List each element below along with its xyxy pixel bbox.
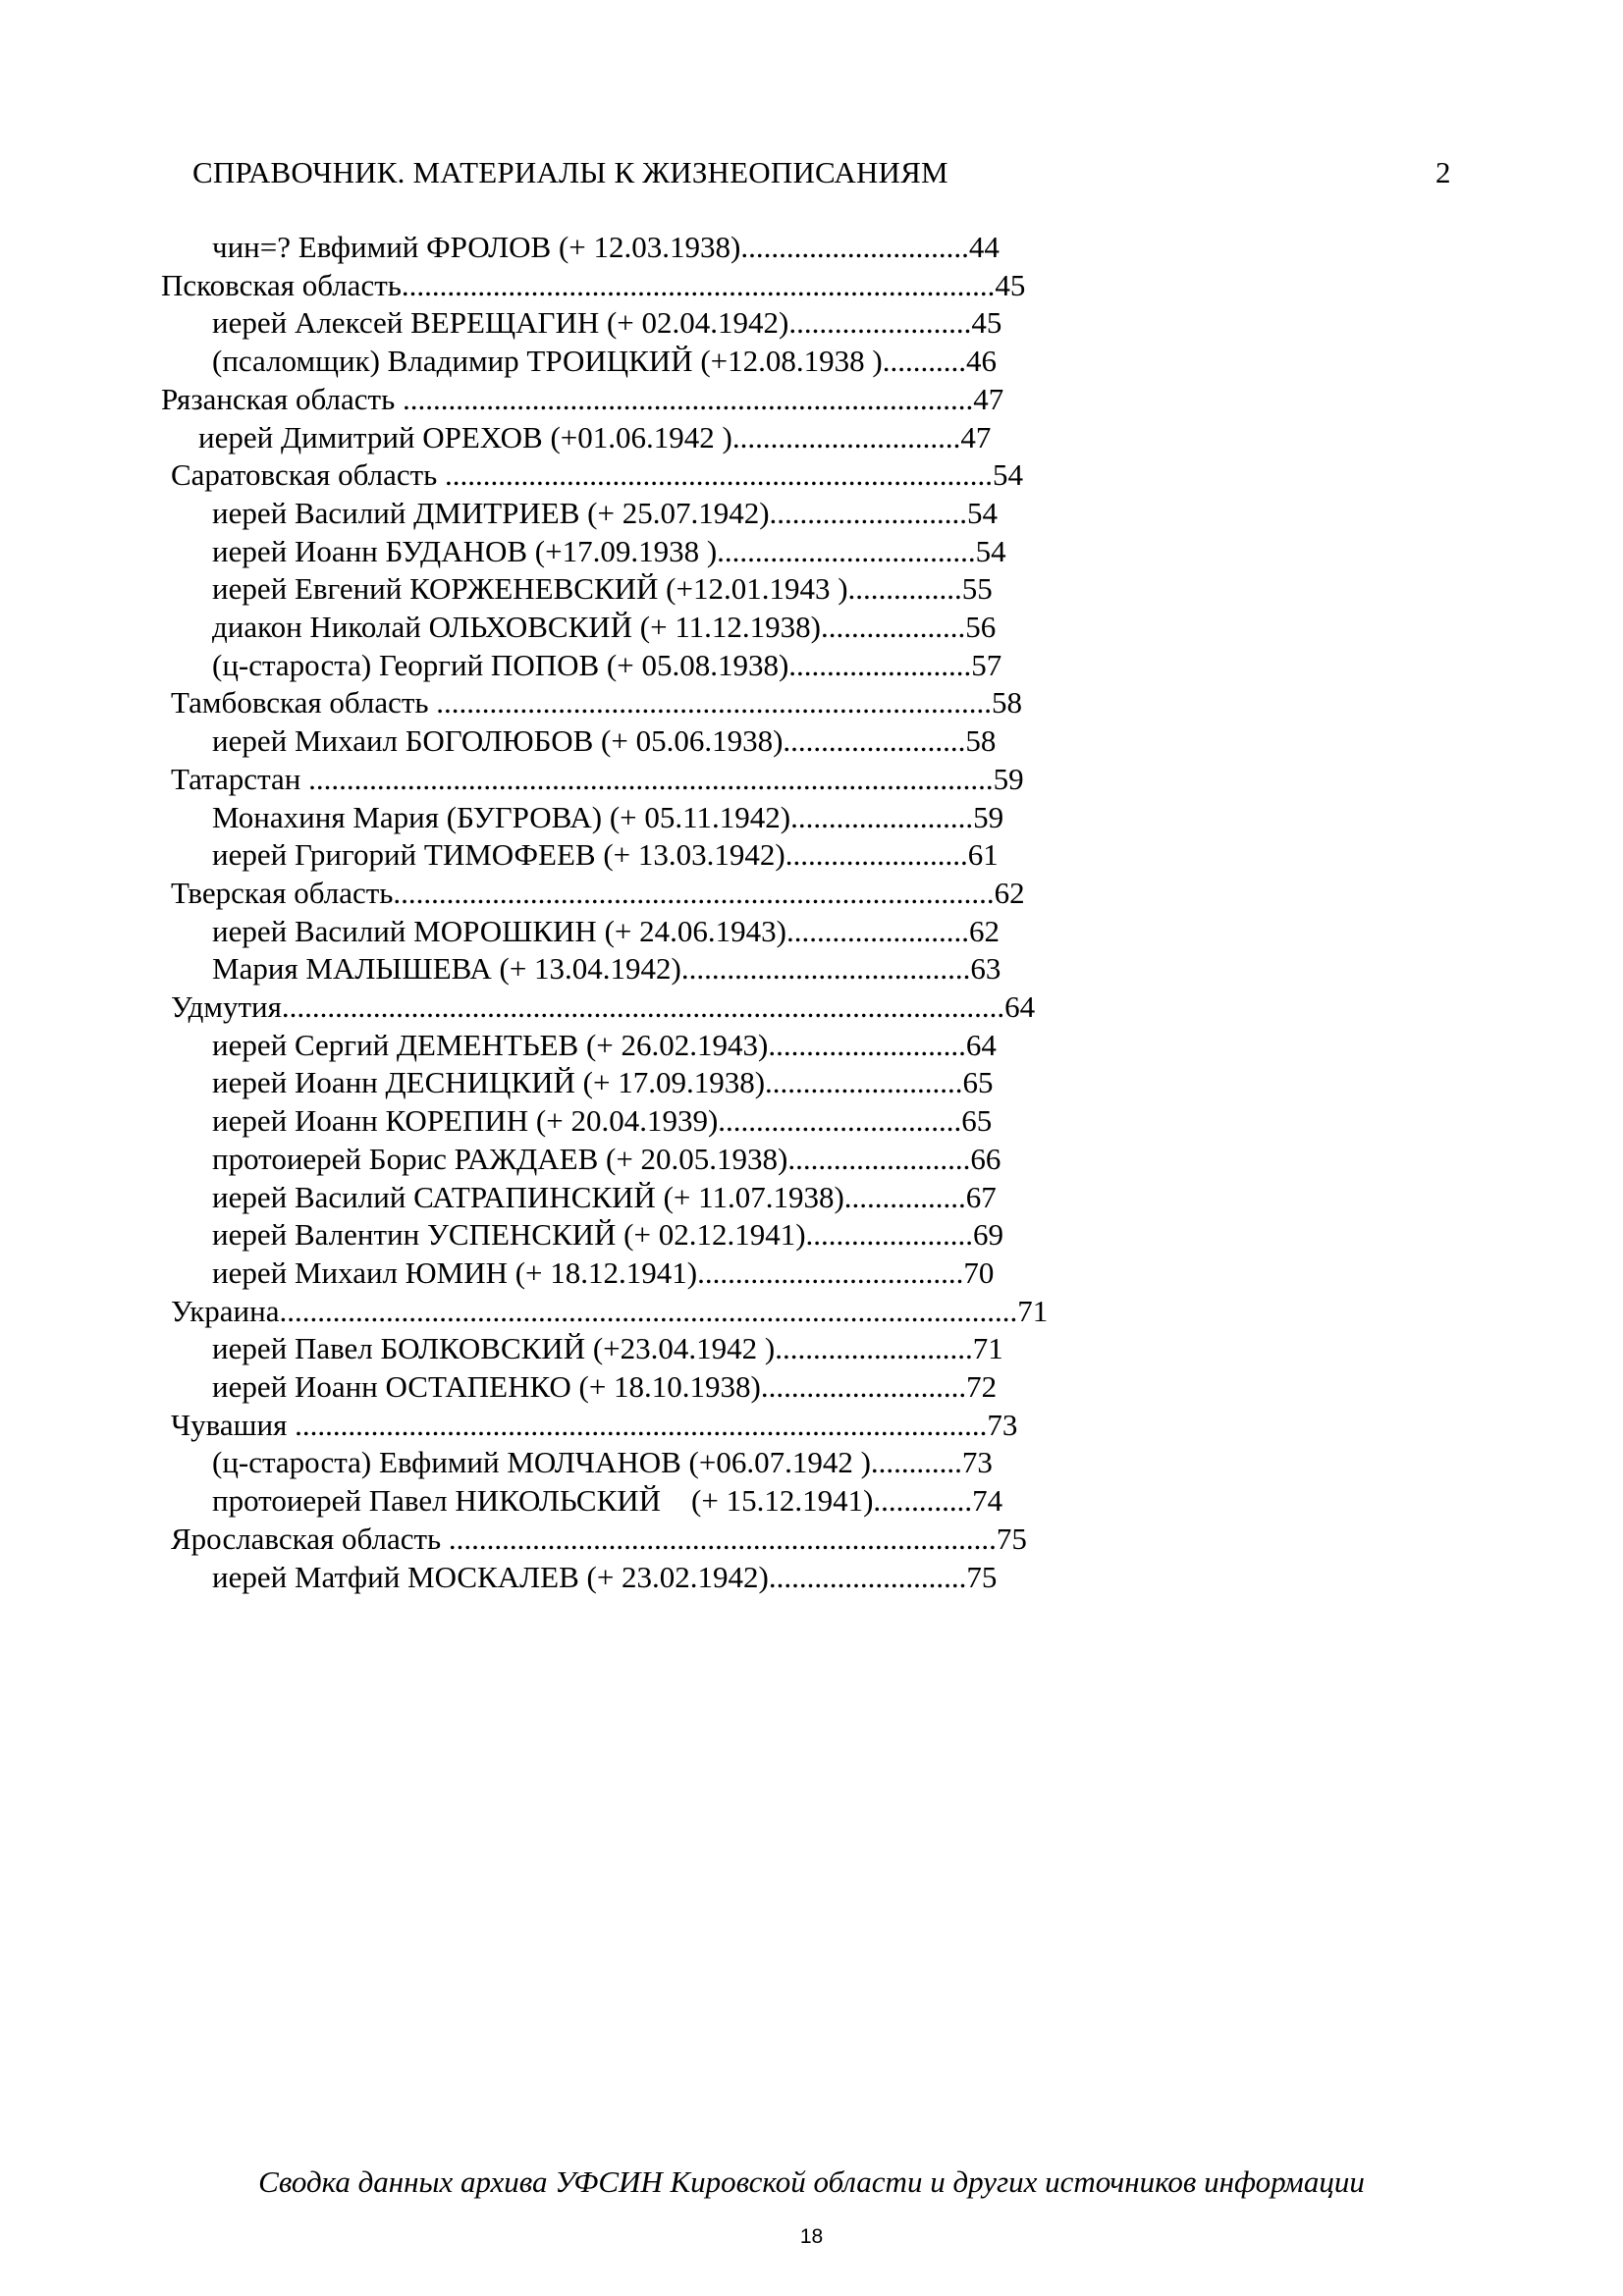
- toc-person-entry: протоиерей Павел НИКОЛЬСКИЙ (+ 15.12.1941).............74: [212, 1483, 1003, 1518]
- running-header-page-number: 2: [1435, 155, 1451, 189]
- toc-person-entry: иерей Григорий ТИМОФЕЕВ (+ 13.03.1942)........................61: [212, 837, 999, 872]
- toc-person-entry: (ц-староста) Георгий ПОПОВ (+ 05.08.1938)........................57: [212, 648, 1002, 682]
- footer-page-number: 18: [799, 2225, 824, 2248]
- toc-person-entry: диакон Николай ОЛЬХОВСКИЙ (+ 11.12.1938)...................56: [212, 610, 997, 644]
- toc-person-entry: иерей Иоанн БУДАНОВ (+17.09.1938 )..................................54: [212, 534, 1006, 568]
- toc-person-entry: чин=? Евфимий ФРОЛОВ (+ 12.03.1938)..............................44: [212, 230, 1000, 264]
- toc-person-entry: иерей Иоанн ДЕСНИЦКИЙ (+ 17.09.1938)..........................65: [212, 1065, 994, 1099]
- toc-section-entry: Тверская область...............................................................................62: [171, 876, 1025, 910]
- toc-section-entry: Тамбовская область .........................................................................58: [171, 685, 1023, 720]
- footer-note: Сводка данных архива УФСИН Кировской области и других источников информации: [258, 2164, 1365, 2199]
- toc-person-entry: иерей Сергий ДЕМЕНТЬЕВ (+ 26.02.1943)..........................64: [212, 1028, 997, 1062]
- toc-person-entry: иерей Павел БОЛКОВСКИЙ (+23.04.1942 )..........................71: [212, 1331, 1003, 1365]
- toc-person-entry: протоиерей Борис РАЖДАЕВ (+ 20.05.1938)........................66: [212, 1142, 1001, 1176]
- toc-section-entry: Рязанская область ...........................................................................47: [161, 382, 1004, 416]
- toc-section-entry: Саратовская область ........................................................................54: [171, 457, 1024, 492]
- toc-person-entry: иерей Василий МОРОШКИН (+ 24.06.1943)........................62: [212, 914, 1000, 948]
- toc-person-entry: иерей Димитрий ОРЕХОВ (+01.06.1942 )..............................47: [198, 420, 992, 454]
- toc-person-entry: иерей Михаил ЮМИН (+ 18.12.1941)...................................70: [212, 1255, 995, 1290]
- toc-section-entry: Украина.................................................................................................71: [171, 1294, 1049, 1328]
- toc-person-entry: иерей Евгений КОРЖЕНЕВСКИЙ (+12.01.1943 )...............55: [212, 571, 993, 606]
- toc-person-entry: иерей Валентин УСПЕНСКИЙ (+ 02.12.1941)......................69: [212, 1217, 1004, 1252]
- toc-person-entry: Монахиня Мария (БУГРОВА) (+ 05.11.1942)........................59: [212, 800, 1004, 834]
- toc-person-entry: Мария МАЛЫШЕВА (+ 13.04.1942)......................................63: [212, 951, 1001, 986]
- toc-person-entry: иерей Василий ДМИТРИЕВ (+ 25.07.1942)..........................54: [212, 496, 999, 530]
- toc-person-entry: иерей Иоанн ОСТАПЕНКО (+ 18.10.1938)...........................72: [212, 1369, 998, 1404]
- toc-section-entry: Ярославская область ........................................................................75: [171, 1522, 1027, 1556]
- toc-person-entry: иерей Матфий МОСКАЛЕВ (+ 23.02.1942)..........................75: [212, 1560, 998, 1594]
- toc-person-entry: (псаломщик) Владимир ТРОИЦКИЙ (+12.08.1938 )...........46: [212, 344, 997, 378]
- toc-section-entry: Татарстан ..........................................................................................59: [171, 762, 1024, 796]
- toc-person-entry: иерей Василий САТРАПИНСКИЙ (+ 11.07.1938)................67: [212, 1180, 997, 1214]
- toc-section-entry: Удмутия...............................................................................................64: [171, 989, 1036, 1024]
- toc-section-entry: Чувашия ...........................................................................................73: [171, 1408, 1018, 1442]
- toc-person-entry: иерей Иоанн КОРЕПИН (+ 20.04.1939)................................65: [212, 1103, 993, 1138]
- toc-section-entry: Псковская область..............................................................................45: [161, 268, 1026, 302]
- toc-person-entry: иерей Алексей ВЕРЕЩАГИН (+ 02.04.1942)........................45: [212, 305, 1002, 340]
- running-header-title: СПРАВОЧНИК. МАТЕРИАЛЫ К ЖИЗНЕОПИСАНИЯМ: [192, 155, 948, 189]
- toc-person-entry: иерей Михаил БОГОЛЮБОВ (+ 05.06.1938)........................58: [212, 723, 997, 758]
- toc-person-entry: (ц-староста) Евфимий МОЛЧАНОВ (+06.07.1942 )............73: [212, 1445, 993, 1479]
